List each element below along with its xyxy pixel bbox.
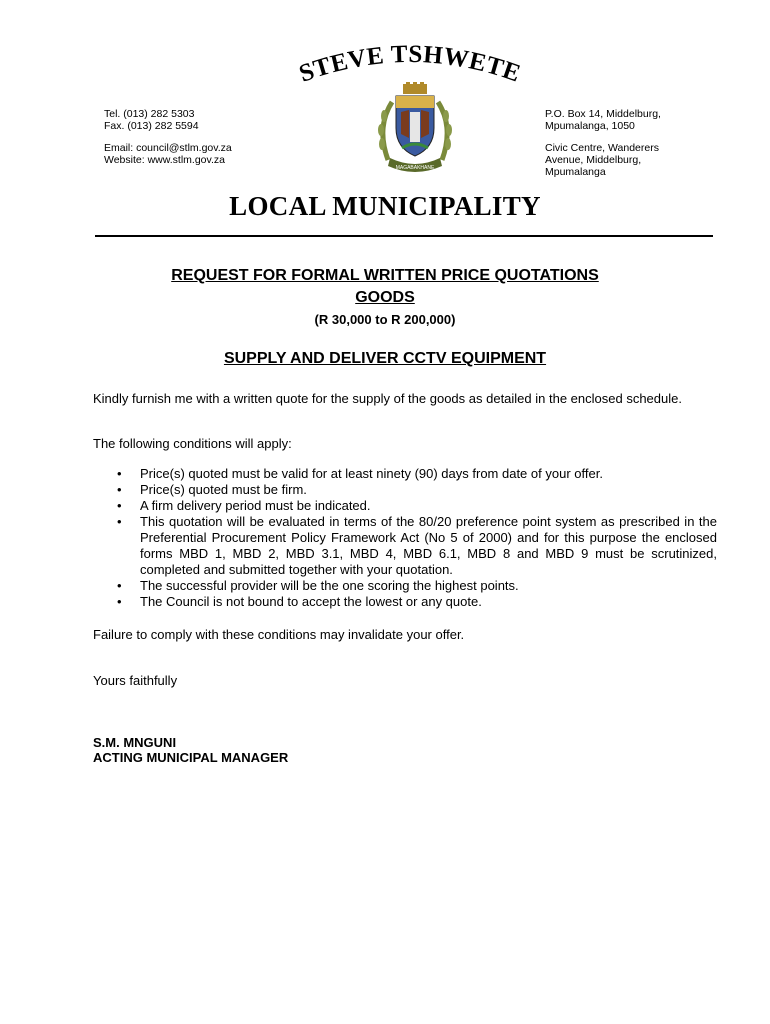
- email: Email: council@stlm.gov.za: [104, 142, 232, 154]
- list-item: [95, 514, 717, 578]
- condition-text: Price(s) quoted must be valid for at least ninety (90) days from date of your offer.: [140, 466, 603, 481]
- list-item: [95, 578, 717, 594]
- contact-left: [104, 108, 232, 166]
- list-item: [95, 594, 717, 610]
- closing: Yours faithfully: [93, 673, 178, 688]
- civic-line2: Avenue, Middelburg,: [545, 154, 642, 166]
- failure-note: Failure to comply with these conditions may invalidate your offer.: [93, 627, 465, 642]
- condition-text: This quotation will be evaluated in terms of the 80/20 preference point system as prescribed in the Preferential Procurement Policy Framework Act (No 5 of 2000) and for this purpose the enclosed forms MBD 1, MBD 2, MBD 3.1, MBD 4, MBD 6.1, MBD 8 and MBD 9 must be scrutinized, completed and submitted together with your quotation.: [140, 514, 717, 577]
- civic-line1: Civic Centre, Wanderers: [545, 142, 659, 154]
- request-heading: REQUEST FOR FORMAL WRITTEN PRICE QUOTATIONS: [171, 267, 599, 284]
- bullet-icon: •: [117, 498, 122, 513]
- local-municipality-title: LOCAL MUNICIPALITY: [229, 191, 541, 221]
- header-divider: [95, 235, 713, 237]
- bullet-icon: •: [117, 466, 122, 481]
- po-box-line1: P.O. Box 14, Middelburg,: [545, 108, 661, 120]
- conditions-list: [95, 466, 717, 610]
- list-item: [95, 498, 717, 514]
- condition-text: The successful provider will be the one scoring the highest points.: [140, 578, 519, 593]
- fax: Fax. (013) 282 5594: [104, 120, 199, 132]
- condition-text: The Council is not bound to accept the lowest or any quote.: [140, 594, 482, 609]
- list-item: [95, 482, 717, 498]
- condition-text: A firm delivery period must be indicated.: [140, 498, 371, 513]
- signatory-name: S.M. MNGUNI: [93, 735, 177, 750]
- signatory-title: ACTING MUNICIPAL MANAGER: [93, 750, 289, 765]
- coat-of-arms-logo: [370, 82, 460, 178]
- condition-text: Price(s) quoted must be firm.: [140, 482, 307, 497]
- municipality-name: STEVE TSHWETE: [295, 40, 525, 88]
- value-range: (R 30,000 to R 200,000): [314, 312, 456, 327]
- subject-heading: SUPPLY AND DELIVER CCTV EQUIPMENT: [223, 350, 547, 367]
- bullet-icon: •: [117, 594, 122, 609]
- seal-motto: MAGABAKHANE: [395, 165, 435, 171]
- po-box-line2: Mpumalanga, 1050: [545, 120, 635, 132]
- intro-paragraph: Kindly furnish me with a written quote for the supply of the goods as detailed in the enclosed schedule.: [93, 391, 682, 406]
- list-item: [95, 466, 717, 482]
- civic-line3: Mpumalanga: [545, 166, 606, 178]
- website: Website: www.stlm.gov.za: [104, 154, 225, 166]
- bullet-icon: •: [117, 578, 122, 593]
- conditions-intro: The following conditions will apply:: [93, 436, 292, 451]
- bullet-icon: •: [117, 514, 122, 529]
- contact-right: [545, 108, 661, 178]
- svg-text:STEVE TSHWETE: [296, 41, 524, 88]
- telephone: Tel. (013) 282 5303: [104, 108, 195, 120]
- bullet-icon: •: [117, 482, 122, 497]
- goods-heading: GOODS: [355, 289, 415, 306]
